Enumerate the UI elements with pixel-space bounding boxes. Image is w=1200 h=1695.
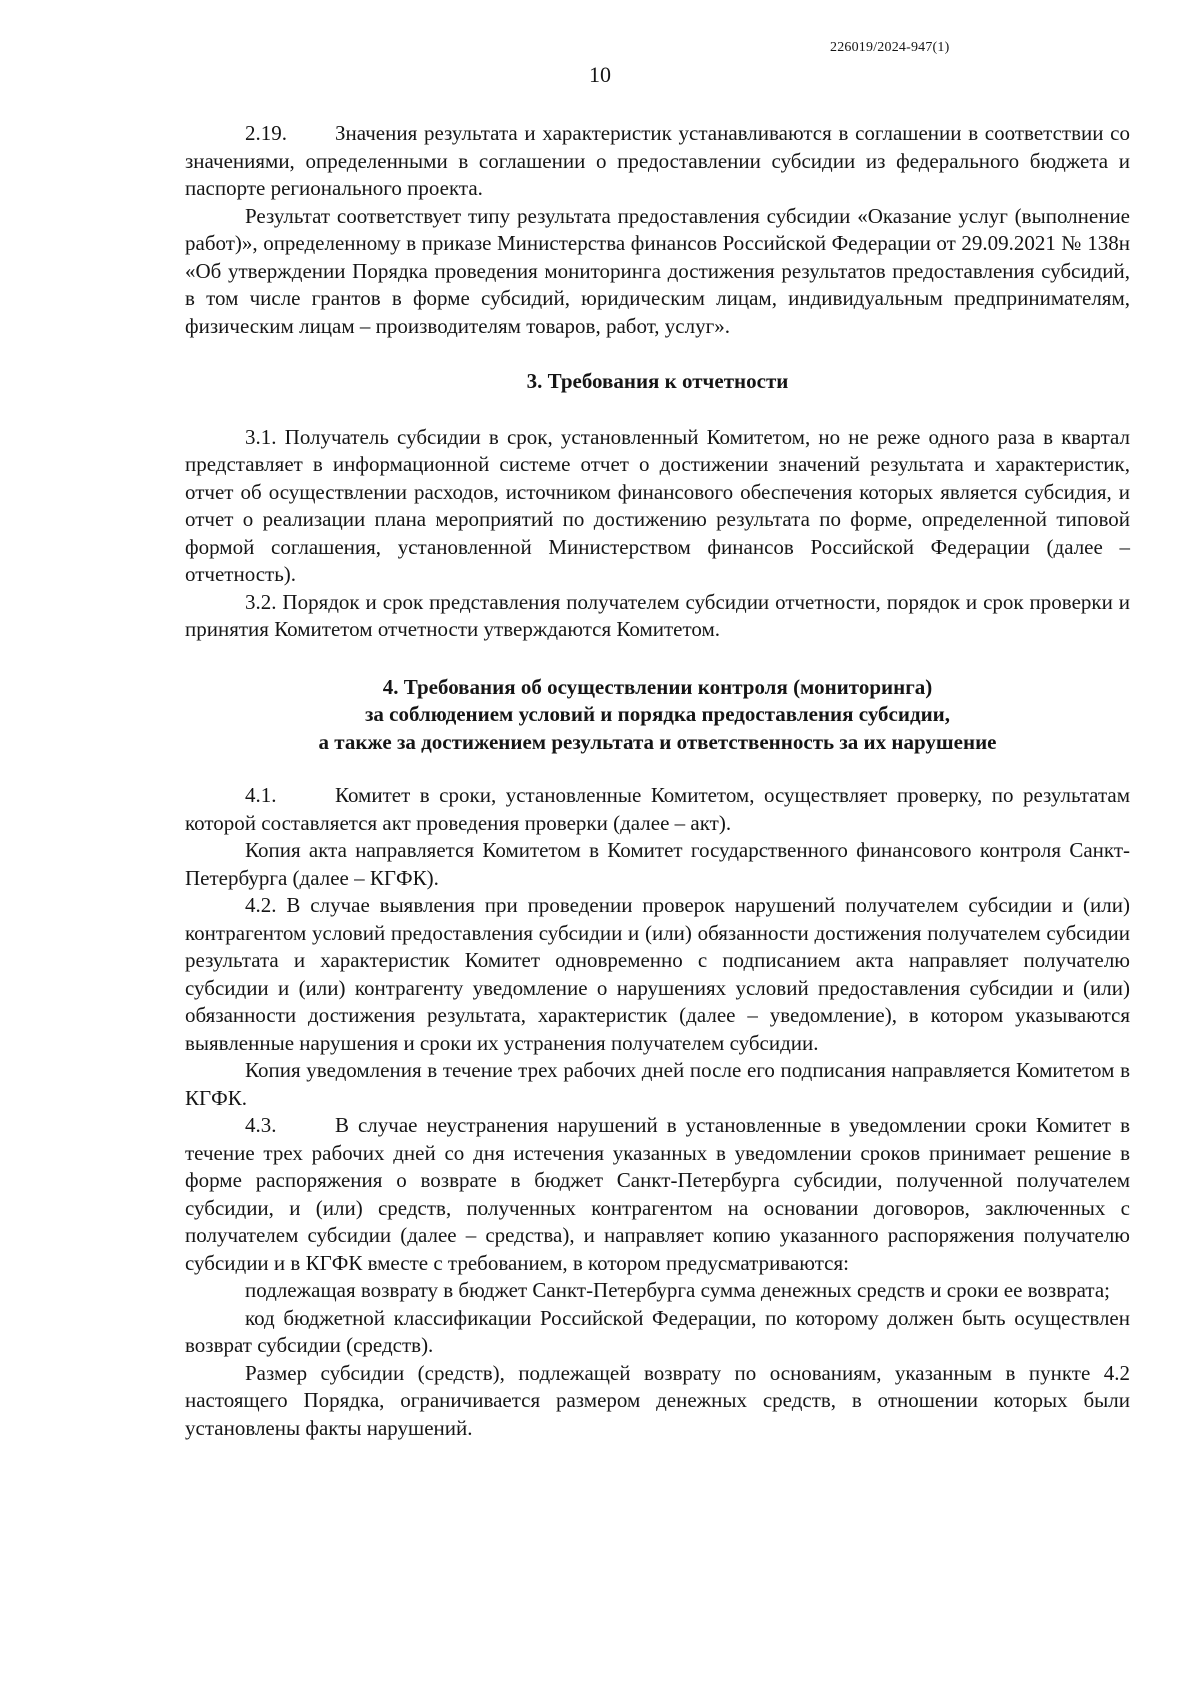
page-number: 10 xyxy=(589,62,611,87)
section-4-heading-line-2: за соблюдением условий и порядка предоставления субсидии, xyxy=(364,702,951,726)
paragraph-3-2: 3.2. Порядок и срок представления получателем субсидии отчетности, порядок и срок проверки и принятия Комитетом отчетности утверждаются Комитетом. xyxy=(185,589,1130,641)
paragraph-number: 4.1. xyxy=(245,783,277,807)
paragraph-text: В случае неустранения нарушений в установленные в уведомлении сроки Комитет в течение трех рабочих дней со дня истечения указанных в уведомлении сроков принимает решение в форме распоряжения о возврате в бюджет Санкт-Петербурга субсидии, полученной получателем субсидии, и (или) средств, полученных контрагентом на основании договоров, заключенных с получателем субсидии (далее – средства), и направляет копию указанного распоряжения получателю субсидии и в КГФК вместе с требованием, в котором предусматриваются: xyxy=(185,1113,1130,1275)
paragraph-return-amount: подлежащая возврату в бюджет Санкт-Петербурга сумма денежных средств и сроки ее возврата; xyxy=(245,1278,1111,1302)
paragraph-copy-notice: Копия уведомления в течение трех рабочих дней после его подписания направляется Комитетом в КГФК. xyxy=(185,1058,1130,1110)
paragraph-4-2: 4.2. В случае выявления при проведении проверок нарушений получателем субсидии и (или) контрагентом условий предоставления субсидии и (или) обязанности достижения получателем субсидии результата и характеристик Комитет одновременно с подписанием акта направляет получателю субсидии и (или) контрагенту уведомление о нарушениях условий предоставления субсидии и (или) обязанности достижения результата, характеристик (далее – уведомление), в котором указываются выявленные нарушения и сроки их устранения получателем субсидии. xyxy=(185,893,1130,1055)
paragraph-budget-code: код бюджетной классификации Российской Федерации, по которому должен быть осуществлен возврат субсидии (средств). xyxy=(185,1305,1130,1357)
section-4-heading-line-1: 4. Требования об осуществлении контроля (мониторинга) xyxy=(382,674,933,699)
section-4-heading-line-3: а также за достижением результата и ответственность за их нарушение xyxy=(318,729,997,754)
paragraph-number: 4.3. xyxy=(245,1113,277,1137)
paragraph-number: 2.19. xyxy=(245,121,287,145)
paragraph-copy-act: Копия акта направляется Комитетом в Комитет государственного финансового контроля Санкт-Петербурга (далее – КГФК). xyxy=(185,838,1130,890)
paragraph-text: Комитет в сроки, установленные Комитетом, осуществляет проверку, по результатам которой составляется акт проведения проверки (далее – акт). xyxy=(185,783,1130,835)
section-4-heading xyxy=(185,674,1130,757)
document-number: 226019/2024-947(1) xyxy=(830,40,950,55)
document-body xyxy=(185,120,1130,1442)
paragraph-4-1 xyxy=(185,782,1130,837)
paragraph-result-type: Результат соответствует типу результата предоставления субсидии «Оказание услуг (выполнение работ)», определенному в приказе Министерства финансов Российской Федерации от 29.09.2021 № 138н «Об утверждении Порядка проведения мониторинга достижения результатов предоставления субсидий, в том числе грантов в форме субсидий, юридическим лицам, индивидуальным предпринимателям, физическим лицам – производителям товаров, работ, услуг». xyxy=(185,203,1130,338)
paragraph-2-19 xyxy=(185,120,1130,203)
paragraph-text: Значения результата и характеристик устанавливаются в соглашении в соответствии со значениями, определенными в соглашении о предоставлении субсидии из федерального бюджета и паспорте регионального проекта. xyxy=(185,121,1130,200)
paragraph-subsidy-size: Размер субсидии (средств), подлежащей возврату по основаниям, указанным в пункте 4.2 настоящего Порядка, ограничивается размером денежных средств, в отношении которых были установлены факты нарушений. xyxy=(185,1360,1130,1440)
paragraph-3-1: 3.1. Получатель субсидии в срок, установленный Комитетом, но не реже одного раза в квартал представляет в информационной системе отчет о достижении значений результата и характеристик, отчет об осуществлении расходов, источником финансового обеспечения которых является субсидия, и отчет о реализации плана мероприятий по достижению результата по форме, определенной типовой формой соглашения, установленной Министерством финансов Российской Федерации (далее – отчетность). xyxy=(185,424,1130,586)
section-3-heading: 3. Требования к отчетности xyxy=(526,369,789,393)
paragraph-4-3 xyxy=(185,1112,1130,1277)
